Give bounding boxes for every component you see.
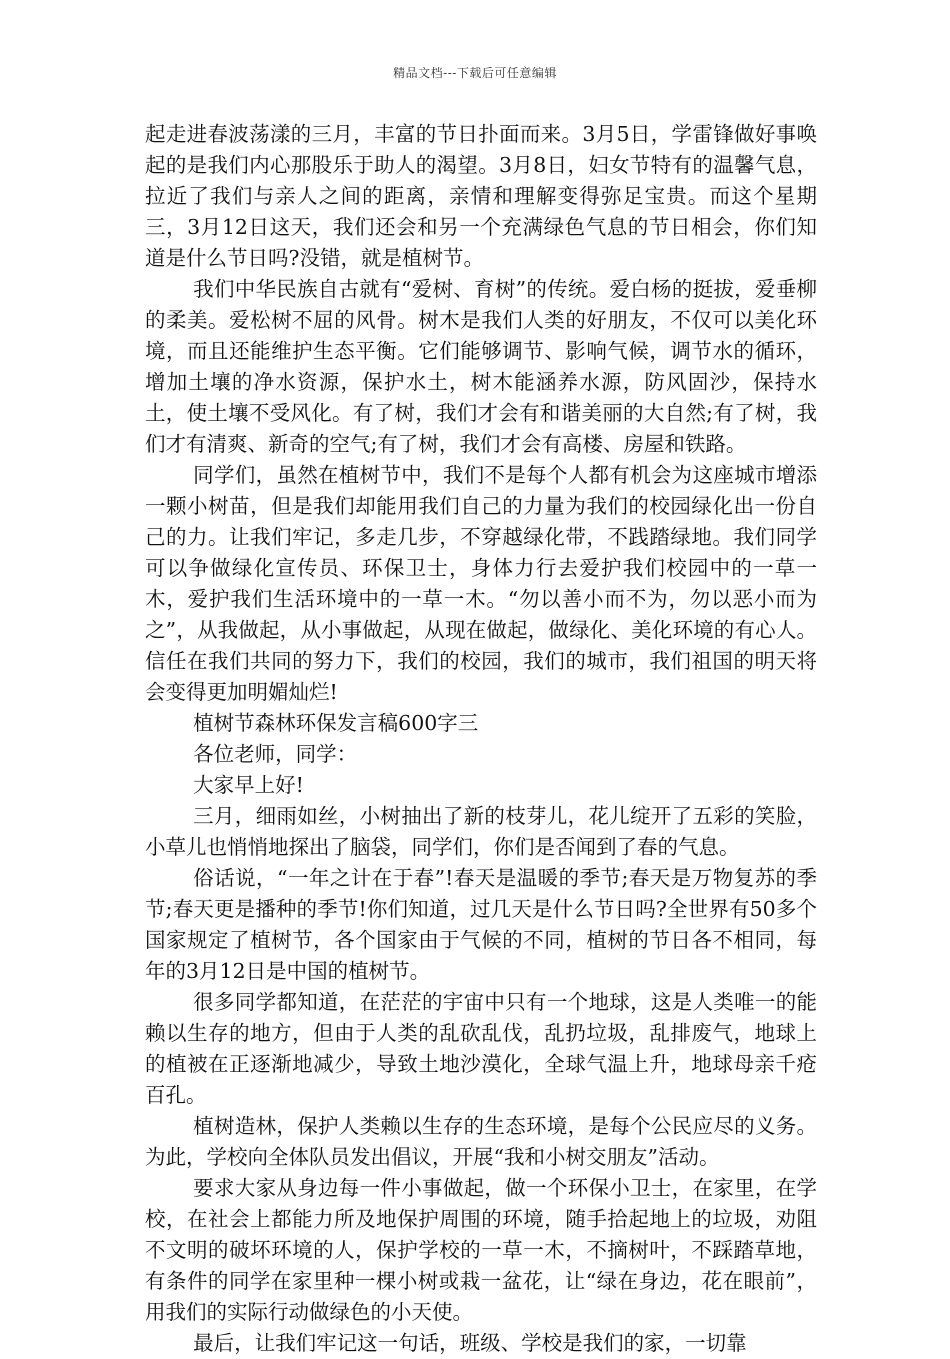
- document-body: [145, 119, 817, 1359]
- section-title: 植树节森林环保发言稿600字三: [193, 711, 479, 735]
- paragraph: 我们中华民族自古就有“爱树、育树”的传统。爱白杨的挺拔，爱垂柳的柔美。爱松树不屈的风骨。树木是我们人类的好朋友，不仅可以美化环境，而且还能维护生态平衡。它们能够调节、影响气候，调节水的循环，增加土壤的净水资源，保护水土，树木能涵养水源，防风固沙，保持水土，使土壤不受风化。有了树，我们才会有和谐美丽的大自然;有了树，我们才有清爽、新奇的空气;有了树，我们才会有高楼、房屋和铁路。: [145, 277, 817, 456]
- paragraph: 俗话说，“一年之计在于春”!春天是温暖的季节;春天是万物复苏的季节;春天更是播种的季节!你们知道，过几天是什么节日吗?全世界有50多个国家规定了植树节，各个国家由于气候的不同，植树的节日各不相同，每年的3月12日是中国的植树节。: [145, 866, 817, 983]
- paragraph: 三月，细雨如丝，小树抽出了新的枝芽儿，花儿绽开了五彩的笑脸，小草儿也悄悄地探出了脑袋，同学们，你们是否闻到了春的气息。: [145, 804, 817, 859]
- paragraph: 植树造林，保护人类赖以生存的生态环境，是每个公民应尽的义务。为此，学校向全体队员发出倡议，开展“我和小树交朋友”活动。: [145, 1114, 817, 1169]
- page-header: 精品文档---下载后可任意编辑: [393, 66, 557, 80]
- paragraph: 要求大家从身边每一件小事做起，做一个环保小卫士，在家里，在学校，在社会上都能力所及地保护周围的环境，随手拾起地上的垃圾，劝阻不文明的破坏环境的人，保护学校的一草一木，不摘树叶，不踩踏草地，有条件的同学在家里种一棵小树或栽一盆花，让“绿在身边，花在眼前”，用我们的实际行动做绿色的小天使。: [145, 1176, 817, 1324]
- salutation: 各位老师，同学：: [193, 742, 358, 766]
- paragraph: 最后，让我们牢记这一句话，班级、学校是我们的家，一切靠: [193, 1331, 747, 1355]
- paragraph: 很多同学都知道，在茫茫的宇宙中只有一个地球，这是人类唯一的能赖以生存的地方，但由于人类的乱砍乱伐，乱扔垃圾，乱排废气，地球上的植被在正逐渐地减少，导致土地沙漠化，全球气温上升，地球母亲千疮百孔。: [145, 990, 817, 1107]
- greeting: 大家早上好!: [193, 773, 304, 797]
- paragraph: 起走进春波荡漾的三月，丰富的节日扑面而来。3月5日，学雷锋做好事唤起的是我们内心那股乐于助人的渴望。3月8日，妇女节特有的温馨气息，拉近了我们与亲人之间的距离，亲情和理解变得弥足宝贵。而这个星期三，3月12日这天，我们还会和另一个充满绿色气息的节日相会，你们知道是什么节日吗?没错，就是植树节。: [145, 122, 817, 270]
- paragraph: 同学们，虽然在植树节中，我们不是每个人都有机会为这座城市增添一颗小树苗，但是我们却能用我们自己的力量为我们的校园绿化出一份自己的力。让我们牢记，多走几步，不穿越绿化带，不践踏绿地。我们同学可以争做绿化宣传员、环保卫士，身体力行去爱护我们校园中的一草一木，爱护我们生活环境中的一草一木。“勿以善小而不为，勿以恶小而为之”，从我做起，从小事做起，从现在做起，做绿化、美化环境的有心人。信任在我们共同的努力下，我们的校园，我们的城市，我们祖国的明天将会变得更加明媚灿烂!: [145, 463, 817, 704]
